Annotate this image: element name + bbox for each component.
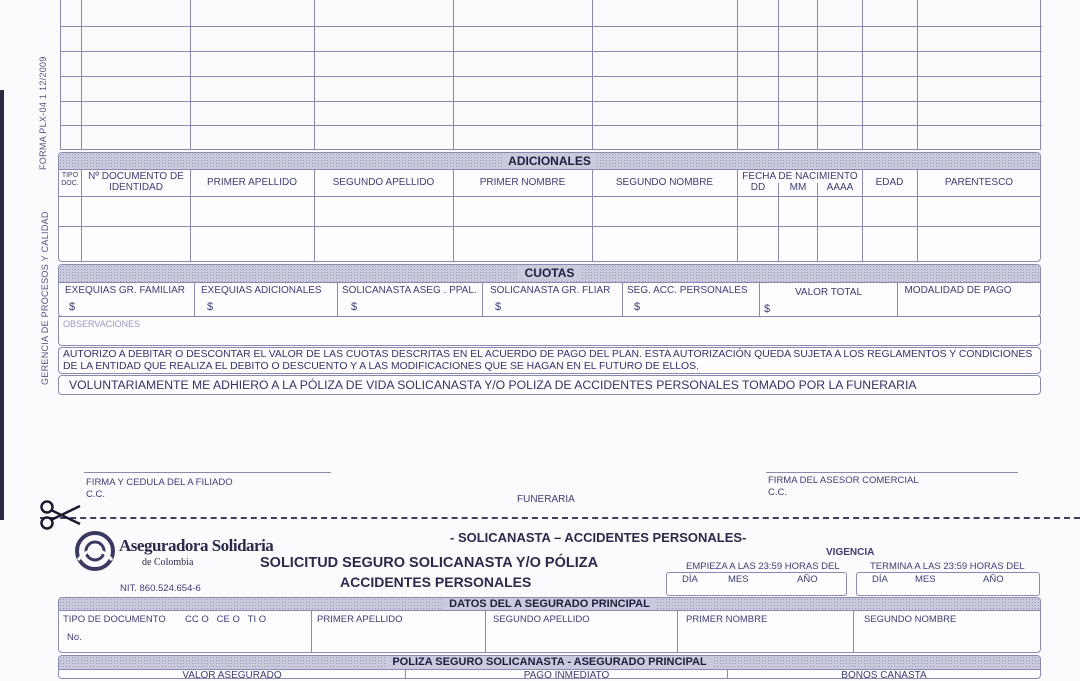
left-margin-bar xyxy=(0,90,4,520)
empieza-label: EMPIEZA A LAS 23:59 HORAS DEL xyxy=(686,561,840,572)
brand-name: Aseguradora Solidaria xyxy=(119,536,274,555)
col-segundo-nombre: SEGUNDO NOMBRE xyxy=(615,177,714,188)
poliza-valor-asegurado: VALOR ASEGURADO xyxy=(182,670,282,681)
datos-asegurado-table xyxy=(58,597,1041,653)
datos-segundo-apellido: SEGUNDO APELLIDO xyxy=(493,614,590,625)
dollar-1: $ xyxy=(69,301,76,313)
datos-asegurado-title: DATOS DEL A SEGURADO PRINCIPAL xyxy=(59,598,1040,610)
tipo-documento-label: TIPO DE DOCUMENTO xyxy=(63,614,166,625)
tipo-documento-options: CC O CE O TI O xyxy=(185,614,267,625)
col-segundo-apellido: SEGUNDO APELLIDO xyxy=(332,177,435,188)
termina-dia: DÍA xyxy=(872,574,888,585)
termina-mes: MES xyxy=(915,574,936,585)
cuota-acc-personales: SEG. ACC. PERSONALES xyxy=(627,285,748,296)
cuota-modalidad-pago: MODALIDAD DE PAGO xyxy=(904,285,1012,296)
termina-label: TERMINA A LAS 23:59 HORAS DEL xyxy=(870,561,1025,572)
firma-afiliado-line xyxy=(84,472,331,473)
voluntario-text: VOLUNTARIAMENTE ME ADHIERO A LA PÓLIZA DE VIDA SOLICANASTA Y/O POLIZA DE ACCIDENTES PERSONALES TOMADO POR LA FUNERARIA xyxy=(69,378,917,392)
product-header: - SOLICANASTA – ACCIDENTES PERSONALES- xyxy=(450,530,747,545)
brand-sub: de Colombia xyxy=(142,557,194,568)
col-tipo-doc: TIPO DOC. xyxy=(61,172,79,187)
col-aaaa: AAAA xyxy=(826,182,854,193)
col-edad: EDAD xyxy=(875,177,904,188)
autorizacion-text: AUTORIZO A DEBITAR O DESCONTAR EL VALOR DE LAS CUOTAS DESCRITAS EN EL ACUERDO DE PAGO DEL PLAN. ESTA AUTORIZACIÓN QUEDA SUJETA A LOS REGLAMENTOS Y CONDICIONES DE LA ENTIDAD QUE REALIZA EL DEBITO O DESCUENTO Y A LAS MODIFICACIONES QUE SE HAGAN EN EL FUTURO DE ELLOS. xyxy=(63,349,1033,372)
poliza-pago-inmediato: PAGO INMEDIATO xyxy=(523,670,610,681)
firma-asesor-cc: C.C. xyxy=(768,487,787,498)
poliza-title: POLIZA SEGURO SOLICANASTA - ASEGURADO PRINCIPAL xyxy=(59,656,1040,669)
datos-primer-nombre: PRIMER NOMBRE xyxy=(686,614,768,625)
adicionales-title: ADICIONALES xyxy=(59,153,1040,169)
firma-afiliado-cc: C.C. xyxy=(86,489,105,500)
scissors-icon xyxy=(38,498,82,532)
cuota-valor-total: VALOR TOTAL xyxy=(794,287,863,298)
observaciones-label: OBSERVACIONES xyxy=(63,319,141,329)
form-code-vertical: FORMA PLX-04 1 12/2009 xyxy=(38,56,48,170)
cuotas-table xyxy=(58,264,1041,317)
vigencia-label: VIGENCIA xyxy=(826,547,875,558)
dollar-6: $ xyxy=(764,303,771,315)
form-title-line1: SOLICITUD SEGURO SOLICANASTA Y/O PÓLIZA xyxy=(260,555,599,571)
funeraria-label: FUNERARIA xyxy=(517,494,575,505)
col-num-documento: Nº DOCUMENTO DE IDENTIDAD xyxy=(88,171,184,193)
dollar-3: $ xyxy=(351,301,358,313)
dollar-2: $ xyxy=(207,301,214,313)
col-fecha-nacimiento: FECHA DE NACIMIENTO xyxy=(742,171,858,182)
adicionales-table xyxy=(58,152,1041,262)
poliza-table xyxy=(58,655,1041,679)
col-primer-apellido: PRIMER APELLIDO xyxy=(206,177,298,188)
cuotas-title: CUOTAS xyxy=(59,265,1040,282)
empieza-ano: AÑO xyxy=(797,574,818,585)
voluntario-box xyxy=(58,375,1041,395)
termina-ano: AÑO xyxy=(983,574,1004,585)
empieza-mes: MES xyxy=(728,574,749,585)
cuota-solicanasta-fliar: SOLICANASTA GR. FLIAR xyxy=(490,285,611,296)
cut-line xyxy=(40,517,1080,519)
empieza-date-box xyxy=(666,572,847,596)
autorizacion-box xyxy=(58,347,1041,374)
cuota-exequias-familiar: EXEQUIAS GR. FAMILIAR xyxy=(65,285,186,296)
datos-primer-apellido: PRIMER APELLIDO xyxy=(317,614,403,625)
col-primer-nombre: PRIMER NOMBRE xyxy=(479,177,566,188)
dollar-5: $ xyxy=(634,301,641,313)
cuota-solicanasta-ppal: SOLICANASTA ASEG . PPAL. xyxy=(342,285,477,296)
termina-date-box xyxy=(856,572,1040,596)
datos-segundo-nombre: SEGUNDO NOMBRE xyxy=(864,614,957,625)
dollar-4: $ xyxy=(495,301,502,313)
firma-asesor-line xyxy=(766,472,1018,473)
observaciones-box xyxy=(58,316,1041,346)
col-mm: MM xyxy=(789,182,807,193)
form-title-line2: ACCIDENTES PERSONALES xyxy=(340,574,532,590)
empieza-dia: DÍA xyxy=(682,574,698,585)
brand-logo-icon xyxy=(74,530,116,572)
nit: NIT. 860.524.654-6 xyxy=(120,583,201,594)
firma-afiliado-label: FIRMA Y CEDULA DEL A FILIADO xyxy=(86,477,233,488)
col-dd: DD xyxy=(750,182,766,193)
col-parentesco: PARENTESCO xyxy=(944,177,1014,188)
department-vertical: GERENCIA DE PROCESOS Y CALIDAD xyxy=(40,211,50,385)
top-grid xyxy=(60,0,1041,150)
cuota-exequias-adicionales: EXEQUIAS ADICIONALES xyxy=(201,285,322,296)
poliza-bonos-canasta: BONOS CANASTA xyxy=(841,670,927,681)
firma-asesor-label: FIRMA DEL ASESOR COMERCIAL xyxy=(768,475,919,486)
numero-label: No. xyxy=(67,632,82,643)
